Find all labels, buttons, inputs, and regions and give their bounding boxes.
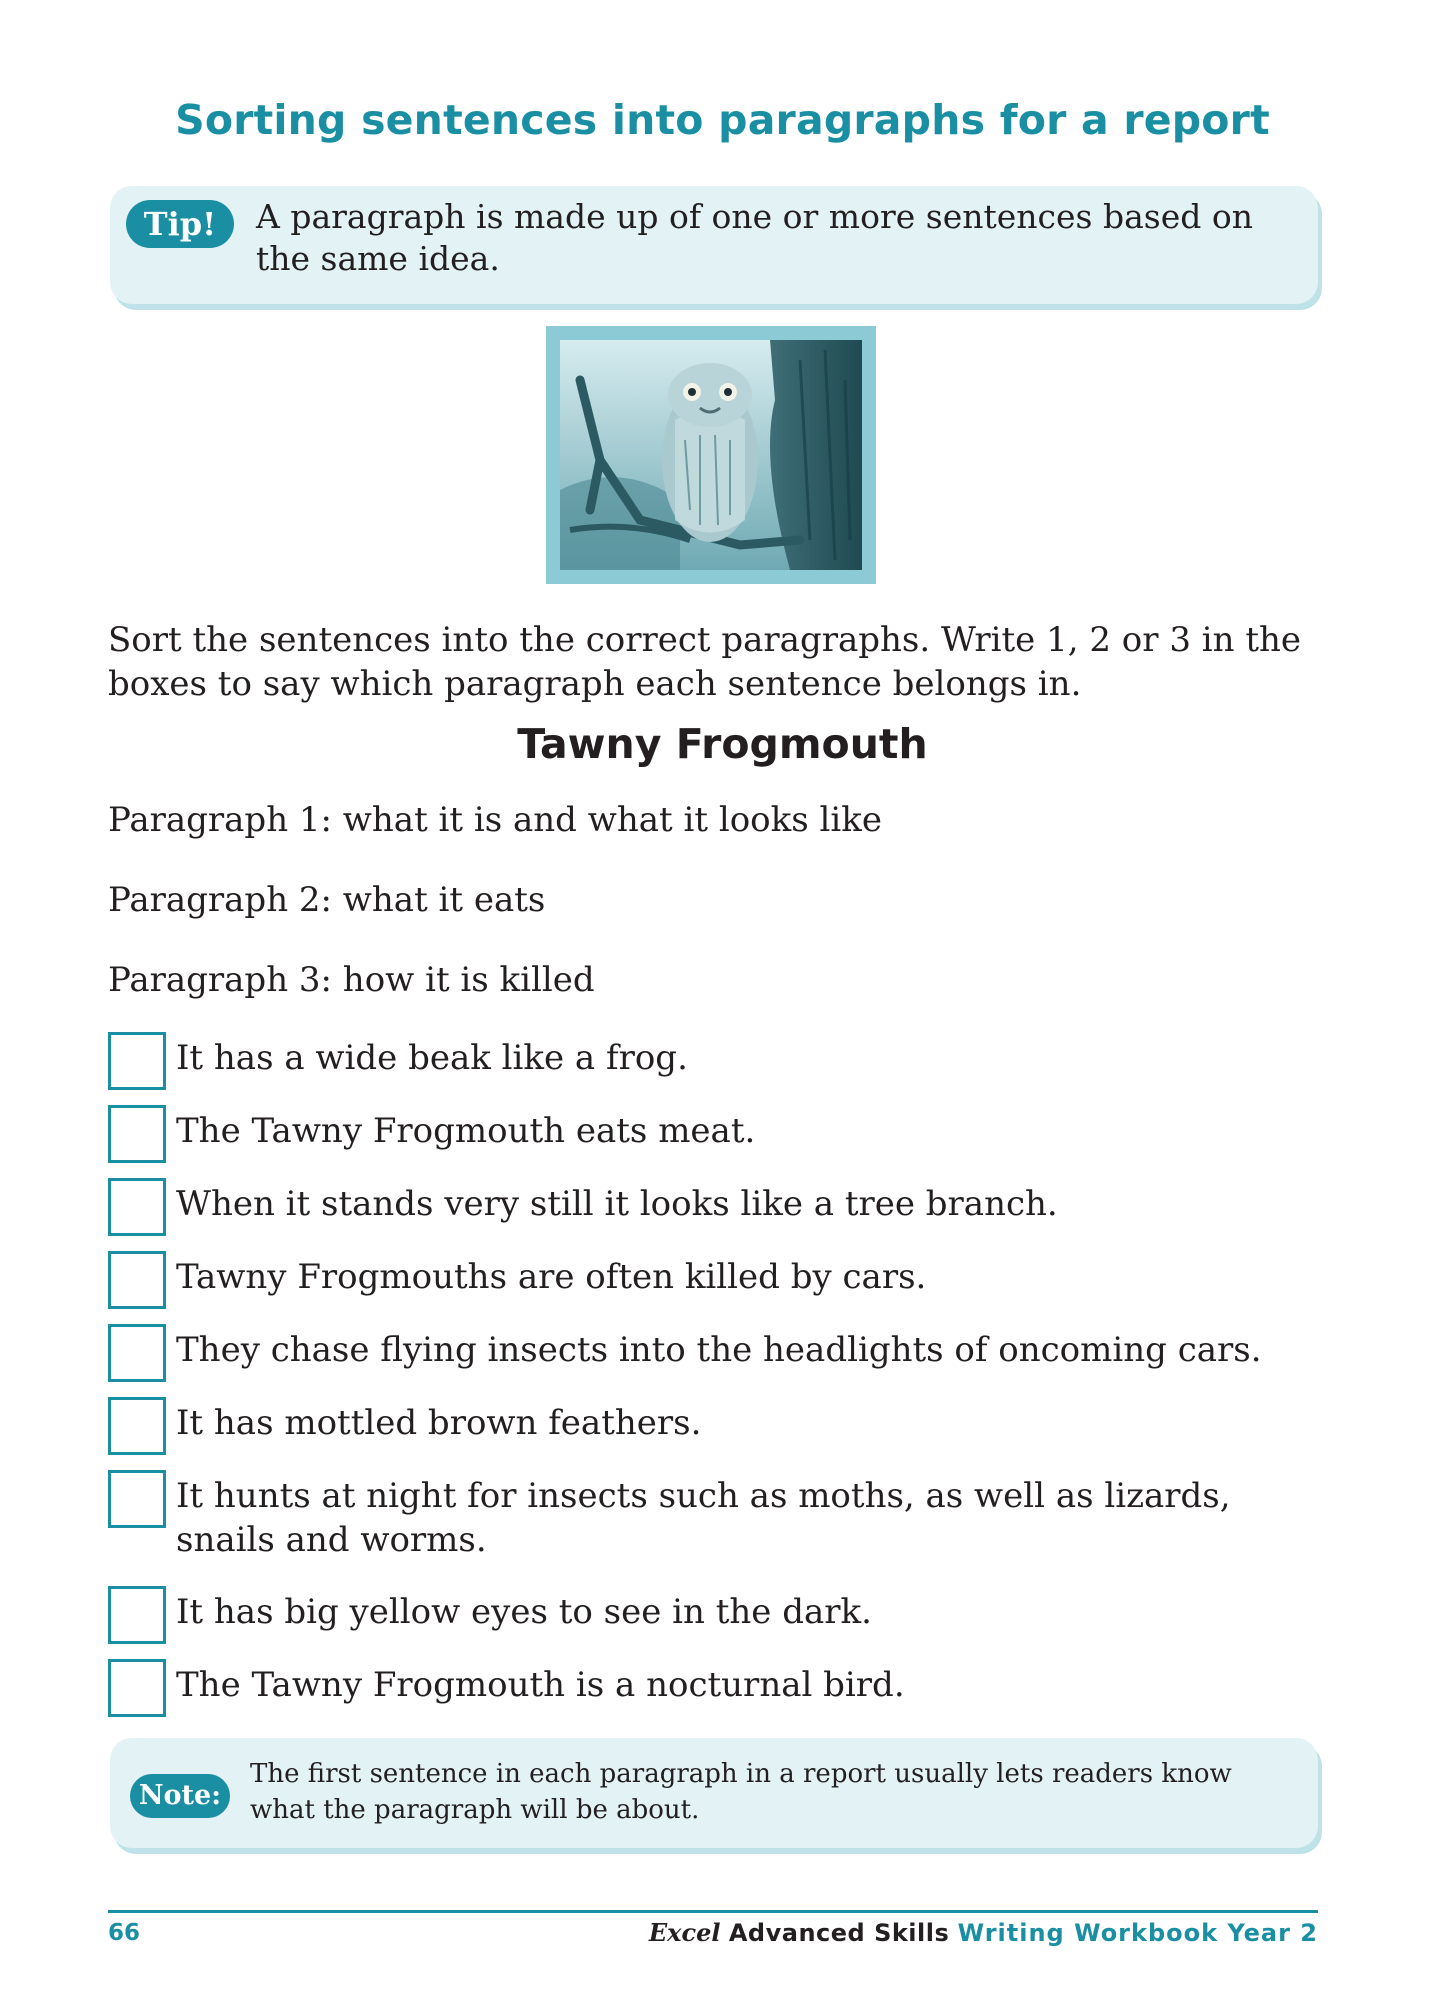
answer-box[interactable] bbox=[108, 1032, 166, 1090]
tip-badge: Tip! bbox=[126, 200, 234, 248]
answer-box[interactable] bbox=[108, 1659, 166, 1717]
report-subtitle: Tawny Frogmouth bbox=[517, 720, 928, 768]
sentence-text: When it stands very still it looks like a tree branch. bbox=[176, 1184, 1058, 1224]
paragraph-1-label: Paragraph 1: what it is and what it looks like bbox=[108, 800, 882, 840]
footer-brand: Excel bbox=[648, 1918, 721, 1947]
page-number: 66 bbox=[108, 1920, 141, 1946]
sentence-text: It has big yellow eyes to see in the dark. bbox=[176, 1592, 872, 1632]
note-text: The first sentence in each paragraph in a report usually lets readers know what the paragraph will be about. bbox=[250, 1759, 1232, 1825]
footer-book-title bbox=[649, 1918, 1318, 1947]
answer-box[interactable] bbox=[108, 1397, 166, 1455]
footer-series: Advanced Skills bbox=[728, 1919, 950, 1947]
note-badge: Note: bbox=[130, 1774, 230, 1818]
sentence-text: It hunts at night for insects such as moths, as well as lizards, snails and worms. bbox=[176, 1476, 1231, 1560]
sentence-text: The Tawny Frogmouth is a nocturnal bird. bbox=[176, 1665, 905, 1705]
sentence-text: It has mottled brown feathers. bbox=[176, 1403, 702, 1443]
owl-illustration-icon bbox=[560, 340, 862, 570]
tawny-frogmouth-photo bbox=[546, 326, 876, 584]
footer-divider bbox=[108, 1910, 1318, 1913]
paragraph-2-label: Paragraph 2: what it eats bbox=[108, 880, 546, 920]
answer-box[interactable] bbox=[108, 1324, 166, 1382]
instructions: Sort the sentences into the correct paragraphs. Write 1, 2 or 3 in the boxes to say which paragraph each sentence belongs in. bbox=[108, 620, 1302, 704]
answer-box[interactable] bbox=[108, 1470, 166, 1528]
sentence-text: They chase flying insects into the headlights of oncoming cars. bbox=[176, 1330, 1262, 1370]
answer-box[interactable] bbox=[108, 1251, 166, 1309]
sentence-text: Tawny Frogmouths are often killed by cars. bbox=[176, 1257, 927, 1297]
sentence-text: The Tawny Frogmouth eats meat. bbox=[176, 1111, 756, 1151]
sentence-text: It has a wide beak like a frog. bbox=[176, 1038, 688, 1078]
answer-box[interactable] bbox=[108, 1586, 166, 1644]
page-title: Sorting sentences into paragraphs for a report bbox=[175, 96, 1270, 144]
footer-book: Writing Workbook Year 2 bbox=[957, 1919, 1318, 1947]
tip-text: A paragraph is made up of one or more sentences based on the same idea. bbox=[256, 197, 1253, 278]
paragraph-3-label: Paragraph 3: how it is killed bbox=[108, 960, 595, 1000]
note-box bbox=[110, 1738, 1318, 1848]
answer-box[interactable] bbox=[108, 1178, 166, 1236]
tip-box bbox=[110, 186, 1318, 304]
answer-box[interactable] bbox=[108, 1105, 166, 1163]
